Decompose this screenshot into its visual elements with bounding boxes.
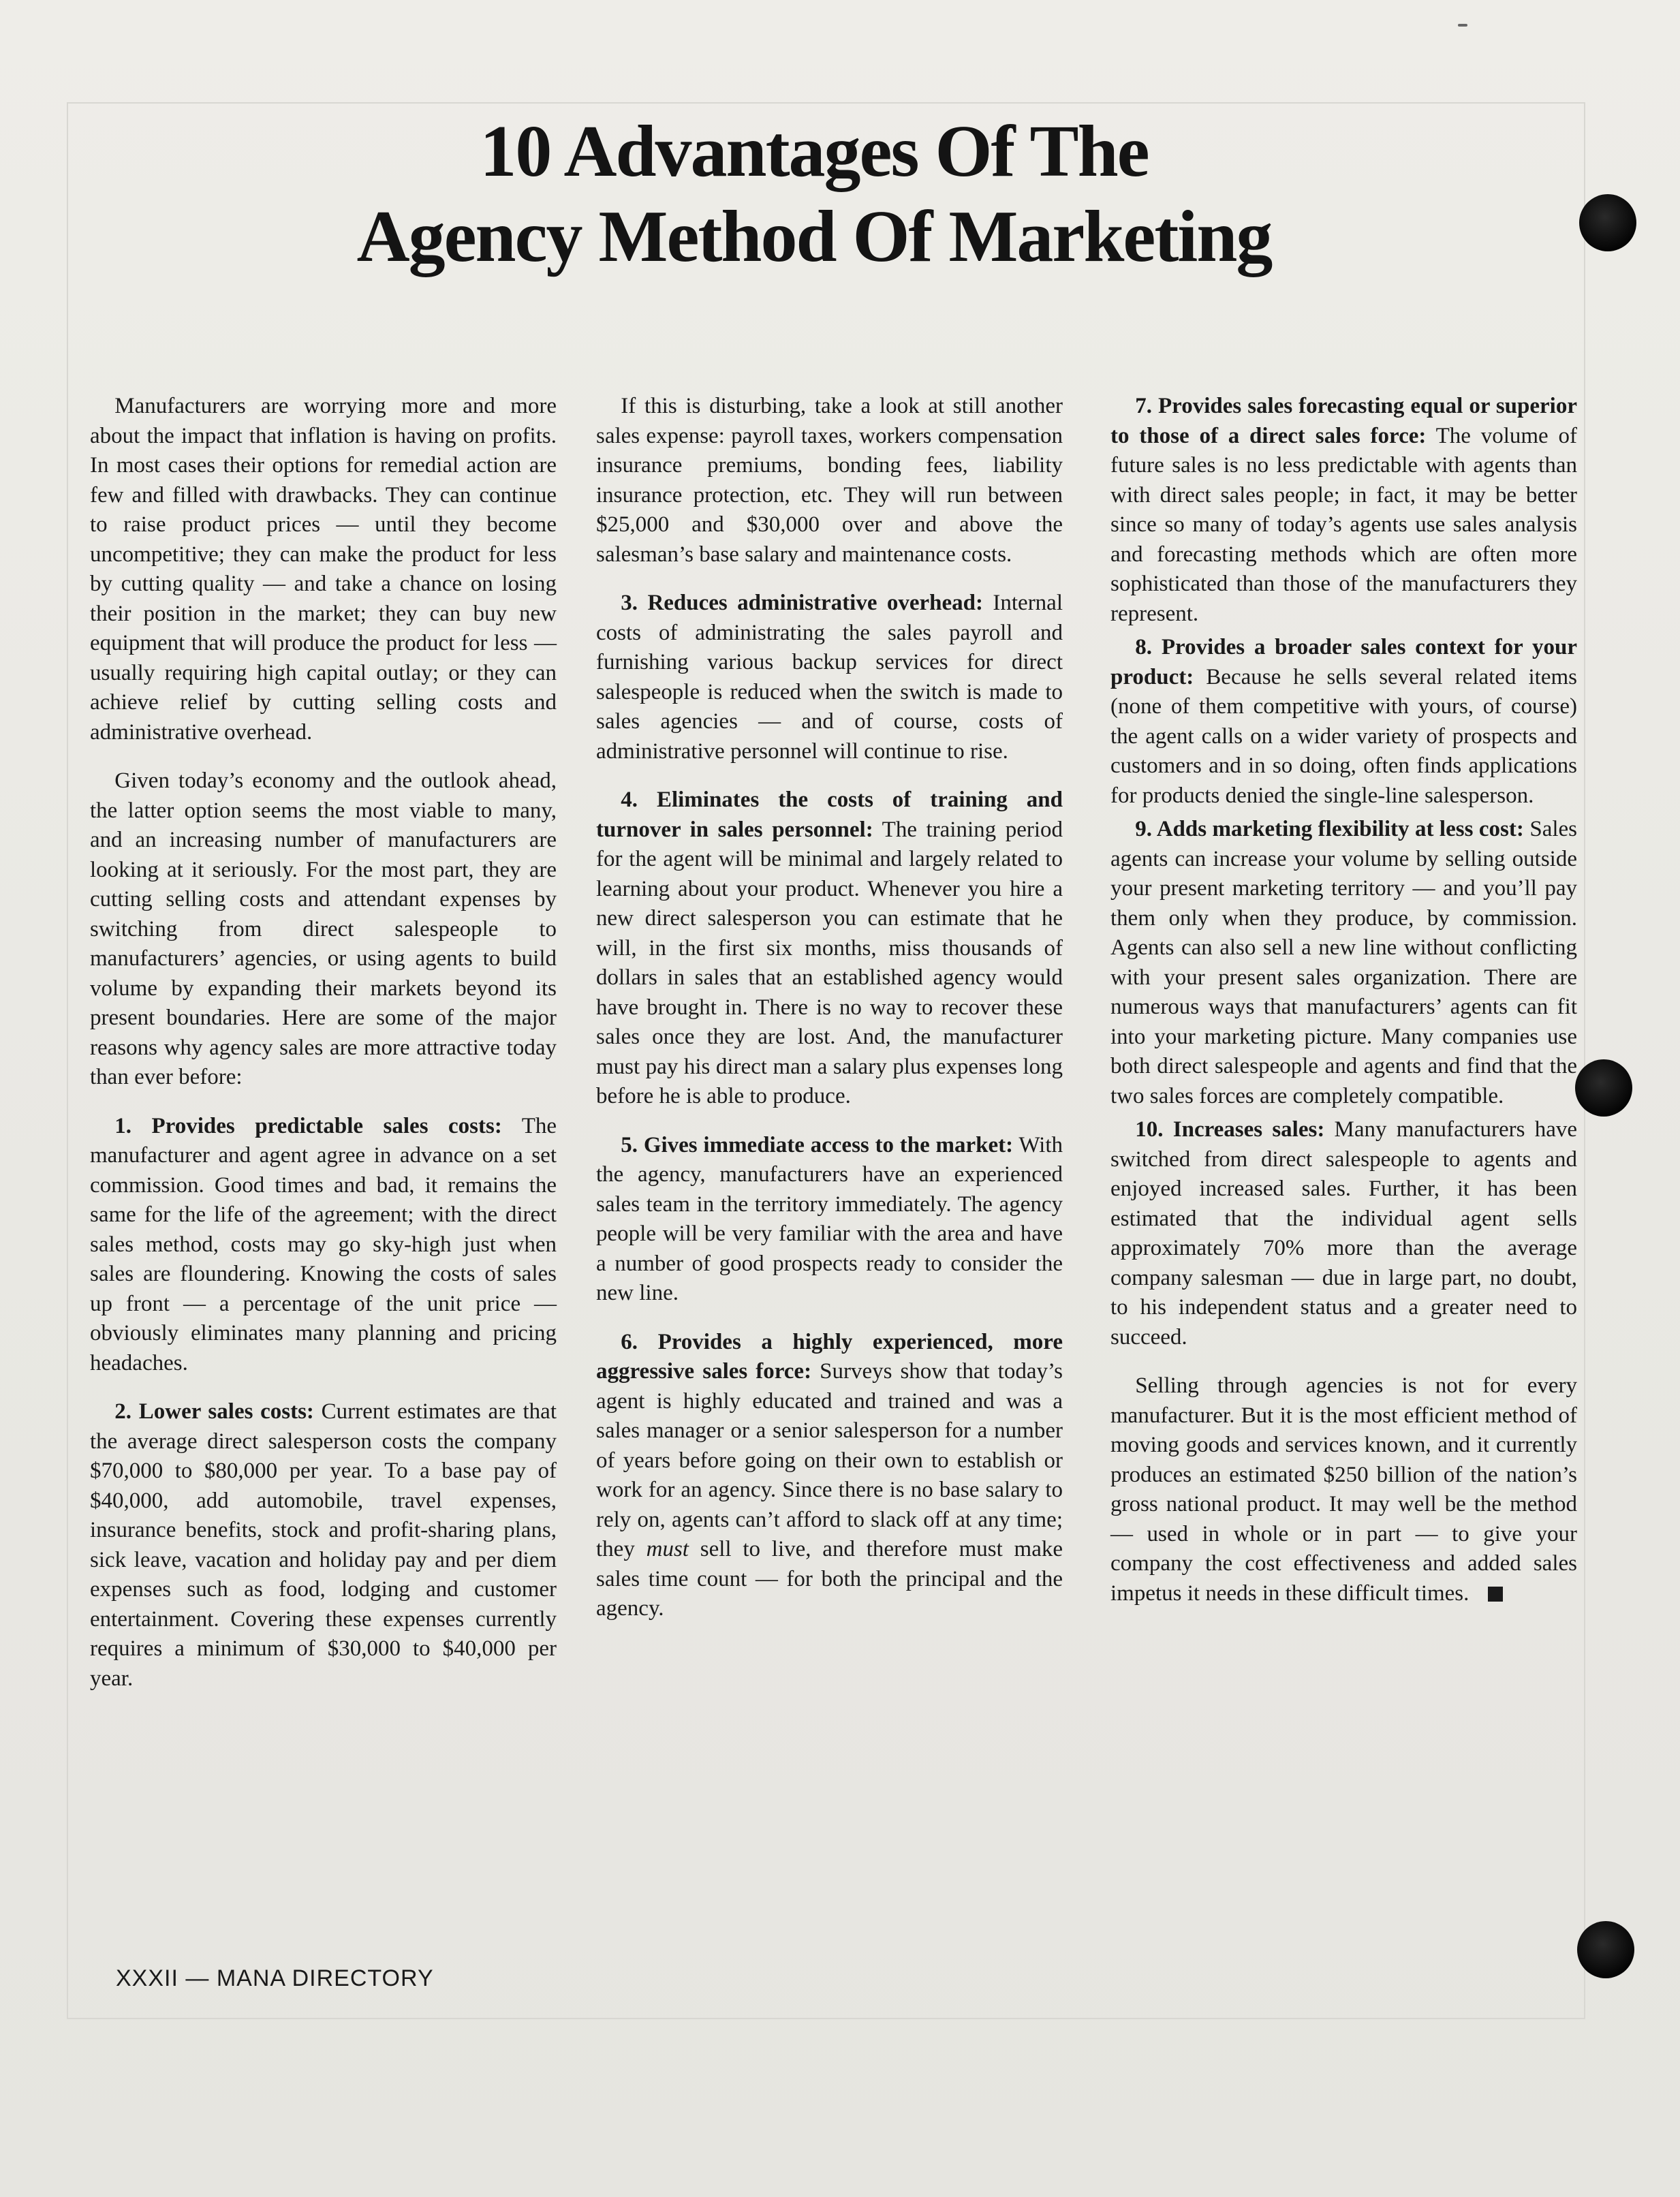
advantage-6-heading: 6. Provides a highly experienced, more aggressive sales force: — [596, 1329, 1063, 1384]
advantage-1-heading: 1. Provides predictable sales costs: — [114, 1113, 502, 1138]
intro-paragraph: Manufacturers are worrying more and more about the impact that inflation is having on profits. In most cases their options for remedial action are few and filled with drawbacks. They can continue to raise product prices — until they become uncompetitive; they can make the product for less by cutting quality — and take a chance on losing their position in the market; they can buy new equipment that will produce the product for less — usually requiring high capital outlay; or they can achieve relief by cutting selling costs and administrative overhead. — [90, 394, 557, 745]
binder-hole-bottom-icon — [1577, 1921, 1634, 1978]
advantage-3-heading: 3. Reduces administrative overhead: — [621, 591, 983, 615]
advantage-5-heading: 5. Gives immediate access to the market: — [621, 1132, 1014, 1157]
advantage-8 — [1110, 633, 1577, 811]
advantage-5 — [596, 1131, 1063, 1309]
advantage-6-emphasis: must — [646, 1537, 689, 1561]
advantage-9-heading: 9. Adds marketing flexibility at less cost: — [1135, 817, 1524, 841]
headline-line-1: 10 Advantages Of The — [480, 111, 1149, 192]
article-column-3 — [1110, 392, 1577, 1608]
binder-hole-middle-icon — [1575, 1059, 1632, 1117]
advantage-9 — [1110, 815, 1577, 1111]
advantage-6-text-a: Surveys show that today’s agent is highly educated and trained and was a sales manager or a senior salesperson for a number of years before going on their own to establish or work for an agency. Since there is no base salary to rely on, agents can’t afford to slack off at any time; they — [596, 1359, 1063, 1561]
advantage-8-text: Because he sells several related items (none of them competitive with yours, of course) the agent calls on a wider variety of prospects and customers and in so doing, often finds applications for products denied the single-line salesperson. — [1110, 664, 1577, 808]
advantage-3-text: Internal costs of administrating the sales payroll and furnishing various backup services for direct salespeople is reduced when the switch is made to sales agencies — and of course, costs of administrative personnel will continue to rise. — [596, 591, 1063, 764]
outlook-paragraph: Given today’s economy and the outlook ahead, the latter option seems the most viable to many, and an increasing number of manufacturers are looking at it seriously. For the most part, they are cutting selling costs and attendant expenses by switching from direct salespeople to manufacturers’ agencies, or using agents to build volume by expanding their markets beyond its present boundaries. Here are some of the major reasons why agency sales are more attractive today than ever before: — [90, 768, 557, 1089]
advantage-1 — [90, 1112, 557, 1379]
advantage-6 — [596, 1328, 1063, 1624]
advantage-10 — [1110, 1115, 1577, 1352]
article-column-1 — [90, 392, 557, 1694]
expense-paragraph: If this is disturbing, take a look at still another sales expense: payroll taxes, workers compensation insurance premiums, bonding fees, liability insurance protection, etc. They will run between $25,000 and $30,000 over and above the salesman’s base salary and maintenance costs. — [596, 394, 1063, 567]
advantage-10-heading: 10. Increases sales: — [1135, 1117, 1325, 1142]
advantage-4 — [596, 785, 1063, 1112]
binder-hole-top-icon — [1579, 194, 1636, 251]
article-column-2 — [596, 392, 1063, 1624]
advantage-7-text: The volume of future sales is no less predictable with agents than with direct sales people; in fact, it may be better since so many of today’s agents use sales analysis and forecasting methods which are often more sophisticated than those of the manufacturers they represent. — [1110, 423, 1577, 626]
advantage-4-text: The training period for the agent will be minimal and largely related to learning about your product. Whenever you hire a new direct salesperson you can estimate that he will, in the first six months, miss thousands of dollars in sales that an established agency would have brought in. There is no way to recover these sales once they are lost. And, the manufacturer must pay his direct man a salary plus expenses long before he is able to produce. — [596, 817, 1063, 1108]
advantage-4-heading: 4. Eliminates the costs of training and turnover in sales personnel: — [596, 788, 1063, 842]
advantage-3 — [596, 589, 1063, 766]
end-of-article-square-icon — [1488, 1587, 1503, 1602]
advantage-9-text: Sales agents can increase your volume by selling outside your present marketing territory — and you’ll pay them only when they produce, by commission. Agents can also sell a new line without conflicting with your present sales organization. There are numerous ways that manufacturers’ agents can fit into your marketing picture. Many companies use both direct salespeople and agents and find that the two sales forces are completely compatible. — [1110, 817, 1578, 1108]
advantage-2 — [90, 1397, 557, 1694]
advantage-8-heading: 8. Provides a broader sales context for your product: — [1110, 635, 1577, 689]
advantage-2-heading: 2. Lower sales costs: — [114, 1399, 314, 1424]
advantage-10-text: Many manufacturers have switched from direct salespeople to agents and enjoyed increased sales. Further, it has been estimated that the individual agent sells approximately 70% more than the average company salesman — due in large part, no doubt, to his independent status and a greater need to succeed. — [1110, 1117, 1577, 1350]
advantage-1-text: The manufacturer and agent agree in advance on a set commission. Good times and bad, it remains the same for the life of the agreement; with the direct sales method, costs may go sky-high just when sales are floundering. Knowing the costs of sales up front — a percentage of the unit price — obviously eliminates many planning and pricing headaches. — [90, 1113, 557, 1375]
advantage-6-text-b: sell to live, and therefore must make sales time count — for both the principal and the agency. — [596, 1537, 1063, 1621]
article-headline — [225, 109, 1403, 279]
closing-text: Selling through agencies is not for every manufacturer. But it is the most efficient method of moving goods and services known, and it currently produces an estimated $250 billion of the nation’s gross national product. It may well be the method — used in whole or in part — to give your company the cost effectiveness and added sales impetus it needs in these difficult times. — [1110, 1373, 1577, 1606]
page-folio: XXXII — MANA DIRECTORY — [116, 1965, 434, 1991]
advantage-7-heading: 7. Provides sales forecasting equal or superior to those of a direct sales force: — [1110, 394, 1577, 448]
advantage-7 — [1110, 392, 1577, 629]
advantage-5-text: With the agency, manufacturers have an experienced sales team in the territory immediately. The agency people will be very familiar with the area and have a number of good prospects ready to consider the new line. — [596, 1132, 1063, 1305]
scan-speck — [1458, 24, 1467, 27]
closing-paragraph — [1110, 1371, 1577, 1608]
headline-line-2: Agency Method Of Marketing — [356, 196, 1272, 277]
advantage-2-text: Current estimates are that the average direct salesperson costs the company $70,000 to $80,000 per year. To a base pay of $40,000, add automobile, travel expenses, insurance benefits, stock and profit-sharing plans, sick leave, vacation and holiday pay and per diem expenses such as food, lodging and customer entertainment. Covering these expenses currently requires a minimum of $30,000 to $40,000 per year. — [90, 1399, 557, 1691]
